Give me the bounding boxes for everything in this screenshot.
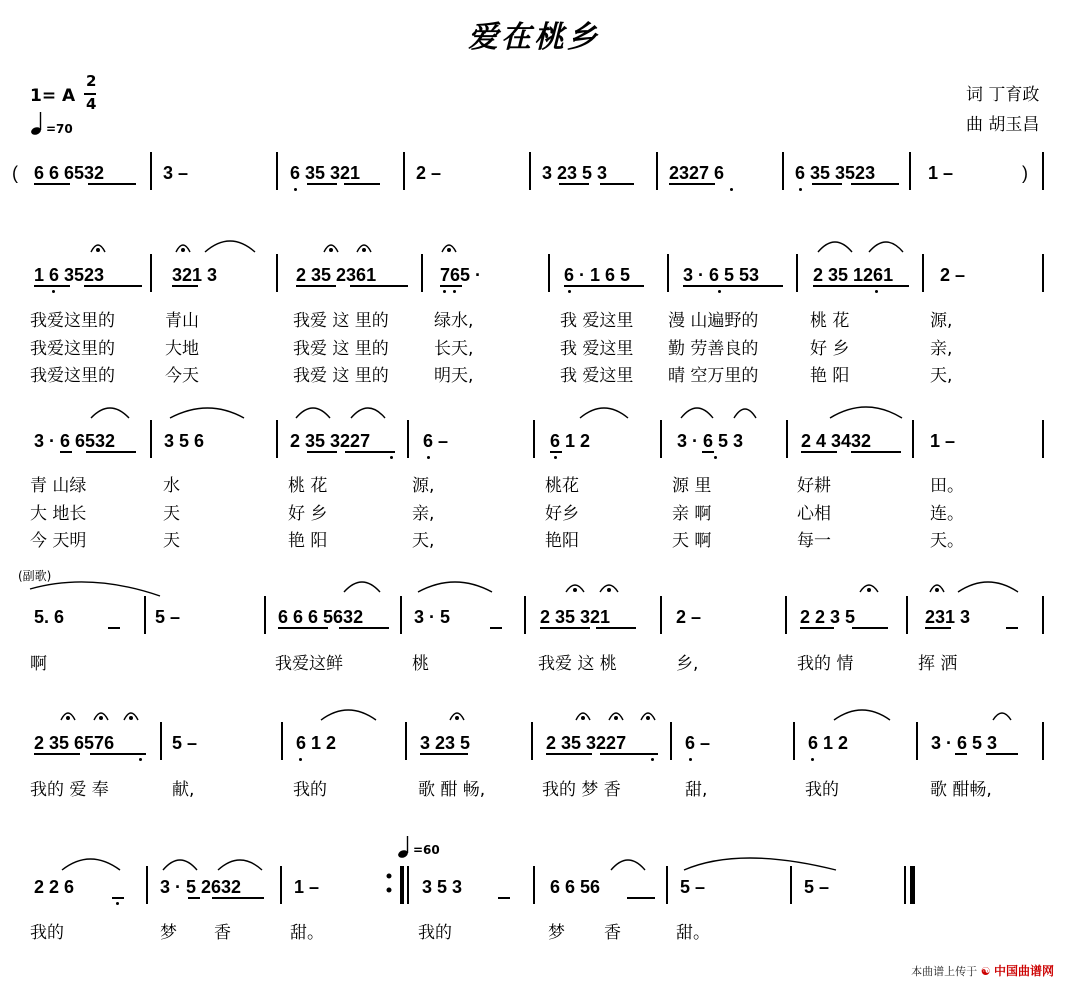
barline xyxy=(276,152,278,190)
beam xyxy=(600,183,634,185)
octave-dot xyxy=(651,758,654,761)
lyric: 天, xyxy=(412,531,435,551)
barline xyxy=(531,722,533,760)
close-paren: ) xyxy=(1022,163,1028,183)
measure: 3 – xyxy=(163,163,189,183)
lyric: 青 山绿 xyxy=(30,476,87,496)
lyric: 桃花 xyxy=(545,476,579,496)
lyric: 艳 阳 xyxy=(810,366,850,386)
lyricist-credit: 词 丁育政 xyxy=(966,85,1040,105)
beam xyxy=(1006,627,1018,629)
octave-dot xyxy=(443,290,446,293)
barline xyxy=(403,152,405,190)
lyric: 绿水, xyxy=(434,311,474,331)
barline xyxy=(529,152,531,190)
barline xyxy=(660,420,662,458)
barline xyxy=(150,254,152,292)
barline xyxy=(280,866,282,904)
beam xyxy=(955,753,967,755)
lyric: 好乡 xyxy=(545,504,579,524)
octave-dot xyxy=(139,758,142,761)
measure: 3 5 3 xyxy=(422,877,463,897)
lyric: 长天, xyxy=(434,339,474,359)
lyric: 源, xyxy=(930,311,953,331)
barline xyxy=(786,420,788,458)
beam xyxy=(801,451,837,453)
beam xyxy=(188,897,200,899)
beam xyxy=(344,183,380,185)
lyric: 天 xyxy=(163,531,180,551)
final-barline-thin xyxy=(904,866,906,904)
lyric: 香 xyxy=(604,923,621,943)
beam xyxy=(813,285,909,287)
lyric: 我爱这里的 xyxy=(30,339,115,359)
lyric: 我的 爱 奉 xyxy=(30,780,109,800)
lyric: 好 乡 xyxy=(288,504,328,524)
tempo-marking: =70 xyxy=(46,122,73,136)
lyric: 漫 山遍野的 xyxy=(668,311,759,331)
beam xyxy=(550,451,562,453)
beam xyxy=(34,183,70,185)
beam xyxy=(851,183,899,185)
octave-dot xyxy=(730,188,733,191)
lyric: 我爱这鲜 xyxy=(275,654,343,674)
barline xyxy=(906,596,908,634)
beam xyxy=(800,627,834,629)
beam xyxy=(683,285,783,287)
measure: 3 · 6 6532 xyxy=(34,431,116,451)
measure: 6 6 6532 xyxy=(34,163,105,183)
beam xyxy=(339,627,389,629)
octave-dot xyxy=(299,758,302,761)
octave-dot xyxy=(52,290,55,293)
site-brand[interactable]: 中国曲谱网 xyxy=(993,964,1054,978)
lyric: 乡, xyxy=(676,654,699,674)
measure: 321 3 xyxy=(172,265,218,285)
measure: 6 – xyxy=(685,733,711,753)
measure: 6 · 1 6 5 xyxy=(564,265,631,285)
beam xyxy=(546,753,592,755)
measure: 6 – xyxy=(423,431,449,451)
measure: 3 · 6 5 53 xyxy=(683,265,760,285)
lyric: 艳 阳 xyxy=(288,531,328,551)
beam xyxy=(812,183,842,185)
lyric: 我的 xyxy=(293,780,327,800)
lyric: 亲 啊 xyxy=(672,504,712,524)
octave-dot xyxy=(568,290,571,293)
barline xyxy=(1042,152,1044,190)
measure: 765 · xyxy=(440,265,482,285)
barline xyxy=(909,152,911,190)
beam xyxy=(34,753,80,755)
barline xyxy=(660,596,662,634)
beam xyxy=(420,753,468,755)
beam xyxy=(84,285,142,287)
lyric: 挥 洒 xyxy=(918,654,958,674)
measure: 2 2 3 5 xyxy=(800,607,856,627)
measure: 2 – xyxy=(416,163,442,183)
measure: 3 · 6 5 3 xyxy=(931,733,998,753)
site-logo-icon: ☯ xyxy=(980,965,991,978)
measure: 2 35 3227 xyxy=(546,733,627,753)
beam xyxy=(88,183,136,185)
lyric: 我爱这里的 xyxy=(30,311,115,331)
lyric: 梦 xyxy=(548,923,565,943)
measure: 2327 6 xyxy=(669,163,725,183)
barline xyxy=(796,254,798,292)
lyric: 我 爱这里 xyxy=(560,339,634,359)
lyric: 晴 空万里的 xyxy=(668,366,759,386)
lyric: 大地 xyxy=(165,339,199,359)
measure: 5 – xyxy=(172,733,198,753)
measure: 2 35 2361 xyxy=(296,265,377,285)
lyric: 歌 酣 畅, xyxy=(418,780,486,800)
barline xyxy=(524,596,526,634)
measure: 1 – xyxy=(294,877,320,897)
measure: 6 1 2 xyxy=(808,733,849,753)
composer-credit: 曲 胡玉昌 xyxy=(966,115,1040,135)
lyric: 今天 xyxy=(165,366,199,386)
measure: 6 35 321 xyxy=(290,163,361,183)
lyric: 田。 xyxy=(930,476,964,496)
lyric: 我的 情 xyxy=(797,654,854,674)
lyric: 甜, xyxy=(685,780,708,800)
lyric: 梦 xyxy=(160,923,177,943)
beam xyxy=(669,183,715,185)
barline xyxy=(281,722,283,760)
barline xyxy=(400,596,402,634)
lyric: 每一 xyxy=(797,531,831,551)
beam xyxy=(540,627,590,629)
barline xyxy=(666,866,668,904)
measure: 6 1 2 xyxy=(550,431,591,451)
barline xyxy=(405,722,407,760)
lyric: 天。 xyxy=(930,531,964,551)
lyric: 艳阳 xyxy=(545,531,579,551)
measure: 5 – xyxy=(155,607,181,627)
beam xyxy=(278,627,328,629)
repeat-barline-thin xyxy=(407,866,409,904)
lyric: 好 乡 xyxy=(810,339,850,359)
octave-dot xyxy=(390,456,393,459)
lyric: 桃 花 xyxy=(288,476,328,496)
time-signature-bar xyxy=(84,93,96,95)
lyric: 我的 xyxy=(30,923,64,943)
lyric: 我爱这里的 xyxy=(30,366,115,386)
beam xyxy=(440,285,462,287)
octave-dot xyxy=(811,758,814,761)
barline xyxy=(785,596,787,634)
beam xyxy=(600,753,658,755)
octave-dot xyxy=(453,290,456,293)
barline xyxy=(264,596,266,634)
measure: 6 6 56 xyxy=(550,877,601,897)
barline xyxy=(276,254,278,292)
lyric: 我的 xyxy=(805,780,839,800)
lyric: 我爱 这 里的 xyxy=(293,366,389,386)
beam xyxy=(307,183,337,185)
lyric: 源 里 xyxy=(672,476,712,496)
measure: 3 · 5 xyxy=(414,607,451,627)
lyric: 水 xyxy=(163,476,180,496)
barline xyxy=(144,596,146,634)
beam xyxy=(986,753,1018,755)
lyric: 桃 xyxy=(412,654,429,674)
measure: 5 – xyxy=(680,877,706,897)
final-barline-thick xyxy=(910,866,915,904)
lyric: 天, xyxy=(930,366,953,386)
lyric: 天 xyxy=(163,504,180,524)
beam xyxy=(307,451,337,453)
measure: 2 4 3432 xyxy=(801,431,872,451)
lyric: 我爱 这 桃 xyxy=(538,654,617,674)
lyric: 亲, xyxy=(412,504,435,524)
measure: 2 2 6 xyxy=(34,877,75,897)
barline xyxy=(533,420,535,458)
lyric: 勤 劳善良的 xyxy=(668,339,759,359)
barline xyxy=(793,722,795,760)
upload-credit xyxy=(911,962,1054,979)
measure: 5. 6 xyxy=(34,607,65,627)
measure: 3 23 5 xyxy=(420,733,471,753)
measure: 2 35 3227 xyxy=(290,431,371,451)
lyric: 我 爱这里 xyxy=(560,311,634,331)
barline xyxy=(1042,596,1044,634)
measure: 2 35 321 xyxy=(540,607,611,627)
barline xyxy=(1042,722,1044,760)
barline xyxy=(670,722,672,760)
beam xyxy=(596,627,636,629)
beam xyxy=(172,285,198,287)
section-label: (副歌) xyxy=(18,569,52,583)
barline xyxy=(150,152,152,190)
measure: 6 1 2 xyxy=(296,733,337,753)
lyric: 我爱 这 里的 xyxy=(293,339,389,359)
beam xyxy=(490,627,502,629)
barline xyxy=(421,254,423,292)
beam xyxy=(702,451,714,453)
octave-dot xyxy=(714,456,717,459)
measure: 1 6 3523 xyxy=(34,265,105,285)
lyric: 大 地长 xyxy=(30,504,87,524)
lyric: 我的 xyxy=(418,923,452,943)
barline xyxy=(146,866,148,904)
barline xyxy=(667,254,669,292)
beam xyxy=(212,897,264,899)
measure: 6 35 3523 xyxy=(795,163,876,183)
lyric: 亲, xyxy=(930,339,953,359)
lyric: 献, xyxy=(172,780,195,800)
lyric: 天 啊 xyxy=(672,531,712,551)
beam xyxy=(296,285,336,287)
octave-dot xyxy=(294,188,297,191)
tempo-marking-2: =60 xyxy=(413,843,440,857)
beam xyxy=(498,897,510,899)
barline xyxy=(656,152,658,190)
barline xyxy=(407,420,409,458)
measure: 2 35 6576 xyxy=(34,733,115,753)
beam xyxy=(564,285,644,287)
barline xyxy=(922,254,924,292)
lyric: 好耕 xyxy=(797,476,831,496)
lyric: 甜。 xyxy=(676,923,710,943)
key-signature: 1= A xyxy=(30,86,76,106)
lyric: 今 天明 xyxy=(30,531,87,551)
octave-dot xyxy=(799,188,802,191)
beam xyxy=(627,897,655,899)
beam xyxy=(90,753,146,755)
beam xyxy=(60,451,72,453)
measure: 3 · 5 2632 xyxy=(160,877,242,897)
barline xyxy=(548,254,550,292)
beam xyxy=(925,627,951,629)
lyric: 源, xyxy=(412,476,435,496)
measure: 1 – xyxy=(928,163,954,183)
lyric: 心相 xyxy=(797,504,831,524)
repeat-barline-thick xyxy=(400,866,404,904)
measure: 2 35 1261 xyxy=(813,265,894,285)
lyric: 青山 xyxy=(165,311,199,331)
beam xyxy=(345,451,395,453)
open-paren: ( xyxy=(12,163,18,183)
beam xyxy=(86,451,136,453)
barline xyxy=(1042,420,1044,458)
measure: 1 – xyxy=(930,431,956,451)
barline xyxy=(150,420,152,458)
beam xyxy=(350,285,408,287)
upload-credit-text: 本曲谱上传于 xyxy=(911,965,978,978)
lyric: 甜。 xyxy=(290,923,324,943)
lyric: 连。 xyxy=(930,504,964,524)
octave-dot xyxy=(554,456,557,459)
lyric: 明天, xyxy=(434,366,474,386)
octave-dot xyxy=(427,456,430,459)
octave-dot xyxy=(689,758,692,761)
measure: 3 · 6 5 3 xyxy=(677,431,744,451)
song-title: 爱在桃乡 xyxy=(468,20,600,55)
barline xyxy=(790,866,792,904)
measure: 231 3 xyxy=(925,607,971,627)
measure: 5 – xyxy=(804,877,830,897)
octave-dot xyxy=(116,902,119,905)
barline xyxy=(276,420,278,458)
beam xyxy=(108,627,120,629)
measure: 2 – xyxy=(676,607,702,627)
barline xyxy=(533,866,535,904)
lyric: 啊 xyxy=(30,654,47,674)
barline xyxy=(160,722,162,760)
beam xyxy=(852,627,888,629)
barline xyxy=(1042,254,1044,292)
barline xyxy=(916,722,918,760)
beam xyxy=(559,183,589,185)
time-signature-numerator: 2 xyxy=(86,72,97,90)
barline xyxy=(912,420,914,458)
beam xyxy=(851,451,901,453)
lyric: 我 爱这里 xyxy=(560,366,634,386)
barline xyxy=(782,152,784,190)
lyric: 歌 酣畅, xyxy=(930,780,992,800)
measure: 2 – xyxy=(940,265,966,285)
time-signature-denominator: 4 xyxy=(86,95,97,113)
octave-dot xyxy=(875,290,878,293)
lyric: 我的 梦 香 xyxy=(542,780,621,800)
lyric: 我爱 这 里的 xyxy=(293,311,389,331)
beam xyxy=(112,897,124,899)
measure: 3 23 5 3 xyxy=(542,163,608,183)
lyric: 香 xyxy=(214,923,231,943)
measure: 6 6 6 5632 xyxy=(278,607,364,627)
octave-dot xyxy=(718,290,721,293)
measure: 3 5 6 xyxy=(164,431,205,451)
lyric: 桃 花 xyxy=(810,311,850,331)
beam xyxy=(34,285,70,287)
